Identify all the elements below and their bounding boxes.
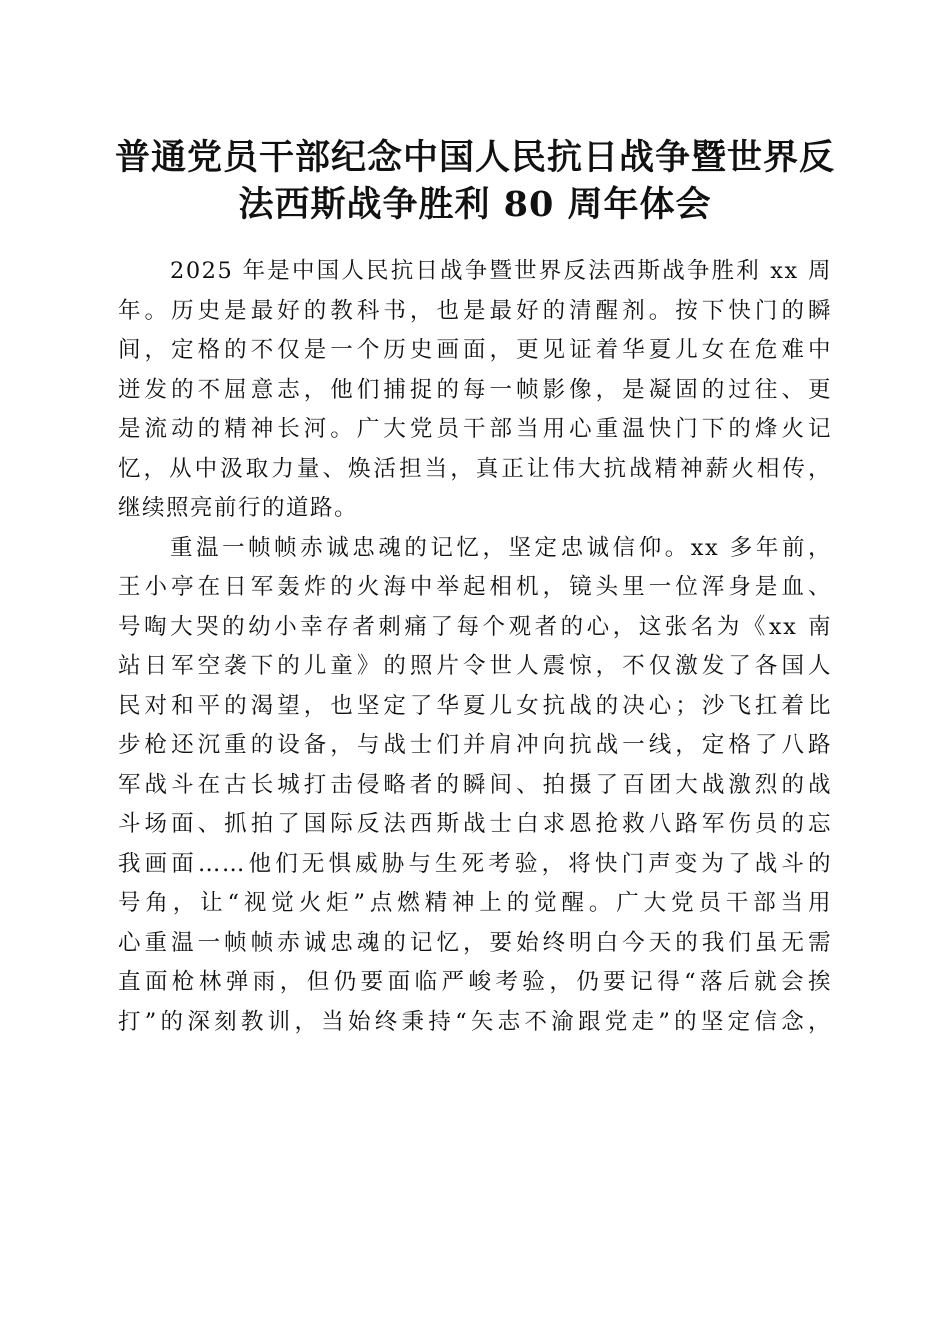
text-line: 站日军空袭下的儿童》的照片令世人震惊，不仅激发了各国人 [118,653,832,679]
document-title [100,134,850,228]
paragraph-2 [118,529,832,1043]
text-line: 步枪还沉重的设备，与战士们并肩冲向抗战一线，定格了八路 [118,732,832,758]
text-line: 重温一帧帧赤诚忠魂的记忆，坚定忠诚信仰。xx 多年前， [170,534,832,561]
text-line: 斗场面、抓拍了国际反法西斯战士白求恩抢救八路军伤员的忘 [118,811,832,837]
text-line: 间，定格的不仅是一个历史画面，更见证着华夏儿女在危难中 [118,337,832,363]
text-line: 王小亭在日军轰炸的火海中举起相机，镜头里一位浑身是血、 [118,574,832,600]
text-line: 号啕大哭的幼小幸存者刺痛了每个观者的心，这张名为《xx 南 [118,613,832,640]
text-line: 直面枪林弹雨，但仍要面临严峻考验，仍要记得“落后就会挨 [118,969,832,995]
text-line: 忆，从中汲取力量、焕活担当，真正让伟大抗战精神薪火相传， [118,455,832,482]
document-body [118,252,832,1042]
text-line: 号角，让“视觉火炬”点燃精神上的觉醒。广大党员干部当用 [118,890,832,916]
text-line: 年。历史是最好的教科书，也是最好的清醒剂。按下快门的瞬 [118,297,832,324]
text-line: 是流动的精神长河。广大党员干部当用心重温快门下的烽火记 [118,416,832,442]
text-line: 民对和平的渴望，也坚定了华夏儿女抗战的决心；沙飞扛着比 [118,692,832,719]
text-line: 2025 年是中国人民抗日战争暨世界反法西斯战争胜利 xx 周 [170,258,832,284]
text-line: 继续照亮前行的道路。 [118,495,359,521]
paragraph-1 [118,252,832,529]
text-line: 我画面……他们无惧威胁与生死考验，将快门声变为了战斗的 [118,850,832,877]
text-line: 心重温一帧帧赤诚忠魂的记忆，要始终明白今天的我们虽无需 [118,929,832,956]
title-line-2: 法西斯战争胜利 80 周年体会 [238,184,712,225]
text-line: 军战斗在古长城打击侵略者的瞬间、拍摄了百团大战激烈的战 [118,771,832,798]
text-line: 迸发的不屈意志，他们捕捉的每一帧影像，是凝固的过往、更 [118,376,832,403]
text-line: 打”的深刻教训，当始终秉持“矢志不渝跟党走”的坚定信念， [118,1008,832,1035]
title-line-1: 普通党员干部纪念中国人民抗日战争暨世界反 [114,137,835,178]
